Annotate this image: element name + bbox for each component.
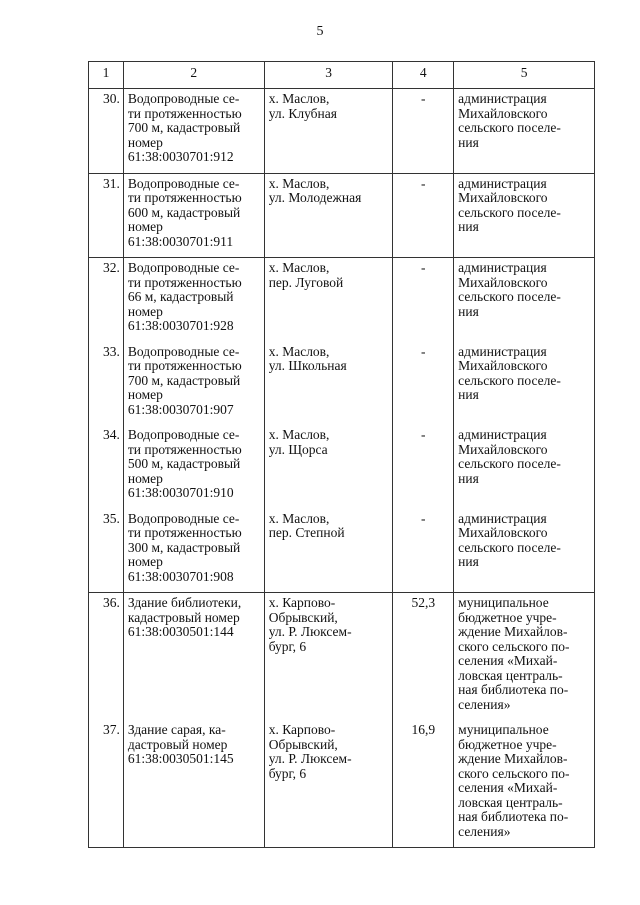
object-owner-line: ния (458, 470, 479, 486)
column-header-1: 1 (89, 62, 124, 89)
object-name-line: 700 м, кадастровый (127, 372, 241, 388)
object-name-line: ти протяженностью (127, 358, 242, 373)
object-owner-line: администрация (458, 427, 547, 442)
table-body (89, 89, 595, 848)
object-name-line: номер (127, 470, 163, 486)
object-owner-line: сельского поселе- (458, 372, 561, 388)
object-name-line: номер (127, 554, 163, 569)
object-owner (454, 89, 595, 174)
object-owner-line: сельского поселе- (458, 120, 561, 135)
object-name (123, 509, 264, 593)
table-row (89, 258, 595, 342)
object-address-line: ул. Молодежная (268, 190, 362, 205)
object-area: 52,3 (393, 593, 454, 721)
object-owner-line: ния (458, 554, 479, 569)
object-name-line: номер (127, 219, 163, 234)
object-address-line: х. Маслов, (268, 343, 330, 359)
object-name-line: 300 м, кадастровый (127, 539, 241, 555)
object-address (264, 89, 393, 174)
object-area: - (393, 342, 454, 426)
row-number: 30. (89, 89, 124, 174)
column-header-3: 3 (264, 62, 393, 89)
object-name-line: 700 м, кадастровый (127, 120, 241, 135)
object-name-line: Водопроводные се- (127, 427, 240, 442)
object-address-line: ул. Р. Люксем- (268, 751, 352, 766)
object-name-line: 61:38:0030501:145 (127, 751, 234, 766)
object-owner-line: ния (458, 134, 479, 150)
object-area: 16,9 (393, 720, 454, 848)
object-name (123, 173, 264, 258)
object-owner-line: ная библиотека по- (458, 682, 569, 697)
table-row (89, 509, 595, 593)
object-name-line: 66 м, кадастровый (127, 289, 234, 304)
table-row (89, 173, 595, 258)
object-address-line: х. Маслов, (268, 427, 330, 442)
object-name (123, 720, 264, 848)
table-row (89, 89, 595, 174)
object-owner-line: администрация (458, 91, 547, 106)
object-owner-line: ского сельского по- (458, 765, 570, 781)
object-owner-line: сельского поселе- (458, 456, 561, 471)
object-owner-line: Михайловского (458, 525, 548, 540)
table-row (89, 342, 595, 426)
row-number: 33. (89, 342, 124, 426)
object-name-line: 500 м, кадастровый (127, 456, 241, 471)
object-name-line: 61:38:0030701:908 (127, 568, 234, 584)
object-owner-line: администрация (458, 260, 547, 275)
object-address-line: бург, 6 (268, 765, 307, 781)
object-name-line: номер (127, 387, 163, 402)
object-address-line: х. Карпово- (268, 722, 336, 737)
object-owner-line: администрация (458, 510, 547, 526)
object-owner-line: бюджетное учре- (458, 736, 557, 752)
object-name-line: Водопроводные се- (127, 175, 240, 191)
object-address (264, 593, 393, 721)
object-owner-line: ния (458, 303, 479, 319)
object-address-line: х. Маслов, (268, 91, 330, 106)
object-area: - (393, 509, 454, 593)
object-owner-line: сельского поселе- (458, 204, 561, 220)
object-name-line: дастровый номер (127, 736, 228, 752)
object-address-line: ул. Щорса (268, 441, 328, 457)
object-owner-line: селения «Михай- (458, 653, 558, 668)
object-owner-line: бюджетное учре- (458, 609, 557, 625)
object-name-line: номер (127, 303, 163, 319)
column-header-2: 2 (123, 62, 264, 89)
row-number: 37. (89, 720, 124, 848)
object-name-line: Водопроводные се- (127, 343, 240, 359)
object-owner (454, 342, 595, 426)
object-address-line: х. Маслов, (268, 260, 330, 275)
object-owner-line: муниципальное (458, 595, 549, 610)
object-address-line: Обрывский, (268, 609, 338, 625)
object-address (264, 720, 393, 848)
object-owner (454, 593, 595, 721)
object-owner-line: администрация (458, 175, 547, 191)
object-name-line: Водопроводные се- (127, 260, 240, 275)
object-owner-line: ловская централь- (458, 667, 563, 683)
object-owner-line: ждение Михайлов- (458, 751, 568, 766)
object-address-line: х. Маслов, (268, 510, 330, 526)
object-address (264, 342, 393, 426)
row-number: 32. (89, 258, 124, 342)
object-owner-line: селения» (458, 696, 511, 712)
object-name-line: ти протяженностью (127, 105, 242, 121)
object-name (123, 342, 264, 426)
object-name-line: Водопроводные се- (127, 91, 240, 106)
object-name-line: ти протяженностью (127, 274, 242, 290)
table-header-row (89, 62, 595, 89)
row-number: 35. (89, 509, 124, 593)
object-owner (454, 720, 595, 848)
object-name (123, 258, 264, 342)
property-registry-table (88, 61, 595, 848)
object-area: - (393, 258, 454, 342)
object-address-line: ул. Р. Люксем- (268, 624, 352, 639)
object-name (123, 425, 264, 509)
object-address-line: х. Маслов, (268, 175, 330, 191)
object-address-line: ул. Школьная (268, 358, 347, 373)
object-owner (454, 509, 595, 593)
object-address-line: х. Карпово- (268, 595, 336, 610)
object-name-line: 600 м, кадастровый (127, 204, 241, 220)
object-owner-line: ловская централь- (458, 794, 563, 810)
object-owner (454, 258, 595, 342)
object-owner-line: ского сельского по- (458, 638, 570, 654)
object-name (123, 89, 264, 174)
object-owner-line: ждение Михайлов- (458, 624, 568, 639)
object-address (264, 509, 393, 593)
object-owner-line: Михайловского (458, 274, 548, 290)
object-owner-line: сельского поселе- (458, 539, 561, 555)
object-name-line: номер (127, 134, 163, 150)
object-address-line: пер. Степной (268, 525, 345, 540)
object-name-line: ти протяженностью (127, 441, 242, 457)
object-name-line: кадастровый номер (127, 609, 240, 625)
object-owner-line: ния (458, 387, 479, 402)
object-area: - (393, 89, 454, 174)
object-name-line: Водопроводные се- (127, 510, 240, 526)
object-name-line: Здание сарая, ка- (127, 722, 226, 737)
object-owner-line: Михайловского (458, 441, 548, 457)
object-owner-line: сельского поселе- (458, 289, 561, 304)
row-number: 34. (89, 425, 124, 509)
column-header-4: 4 (393, 62, 454, 89)
object-address-line: пер. Луговой (268, 274, 344, 290)
object-address-line: ул. Клубная (268, 105, 337, 121)
object-owner-line: селения «Михай- (458, 780, 558, 795)
table-row (89, 593, 595, 721)
object-name-line: 61:38:0030701:907 (127, 401, 234, 417)
object-address (264, 173, 393, 258)
object-area: - (393, 173, 454, 258)
object-address-line: Обрывский, (268, 736, 338, 752)
page-number: 5 (316, 24, 324, 39)
object-name (123, 593, 264, 721)
object-owner-line: селения» (458, 823, 511, 839)
object-name-line: 61:38:0030701:911 (127, 233, 234, 249)
table-row (89, 720, 595, 848)
object-owner-line: Михайловского (458, 190, 548, 205)
column-header-5: 5 (454, 62, 595, 89)
object-owner-line: Михайловского (458, 105, 548, 121)
object-owner-line: Михайловского (458, 358, 548, 373)
object-address (264, 425, 393, 509)
object-owner-line: ная библиотека по- (458, 809, 569, 824)
object-name-line: 61:38:0030701:912 (127, 149, 234, 164)
object-owner-line: ния (458, 219, 479, 234)
object-address (264, 258, 393, 342)
row-number: 31. (89, 173, 124, 258)
object-address-line: бург, 6 (268, 638, 307, 654)
table-row (89, 425, 595, 509)
object-name-line: Здание библиотеки, (127, 595, 242, 610)
object-name-line: ти протяженностью (127, 190, 242, 205)
object-name-line: 61:38:0030501:144 (127, 624, 234, 639)
object-owner (454, 425, 595, 509)
object-owner-line: муниципальное (458, 722, 549, 737)
object-owner (454, 173, 595, 258)
object-area: - (393, 425, 454, 509)
row-number: 36. (89, 593, 124, 721)
object-name-line: 61:38:0030701:910 (127, 485, 234, 500)
object-owner-line: администрация (458, 343, 547, 359)
object-name-line: ти протяженностью (127, 525, 242, 540)
object-name-line: 61:38:0030701:928 (127, 318, 234, 333)
